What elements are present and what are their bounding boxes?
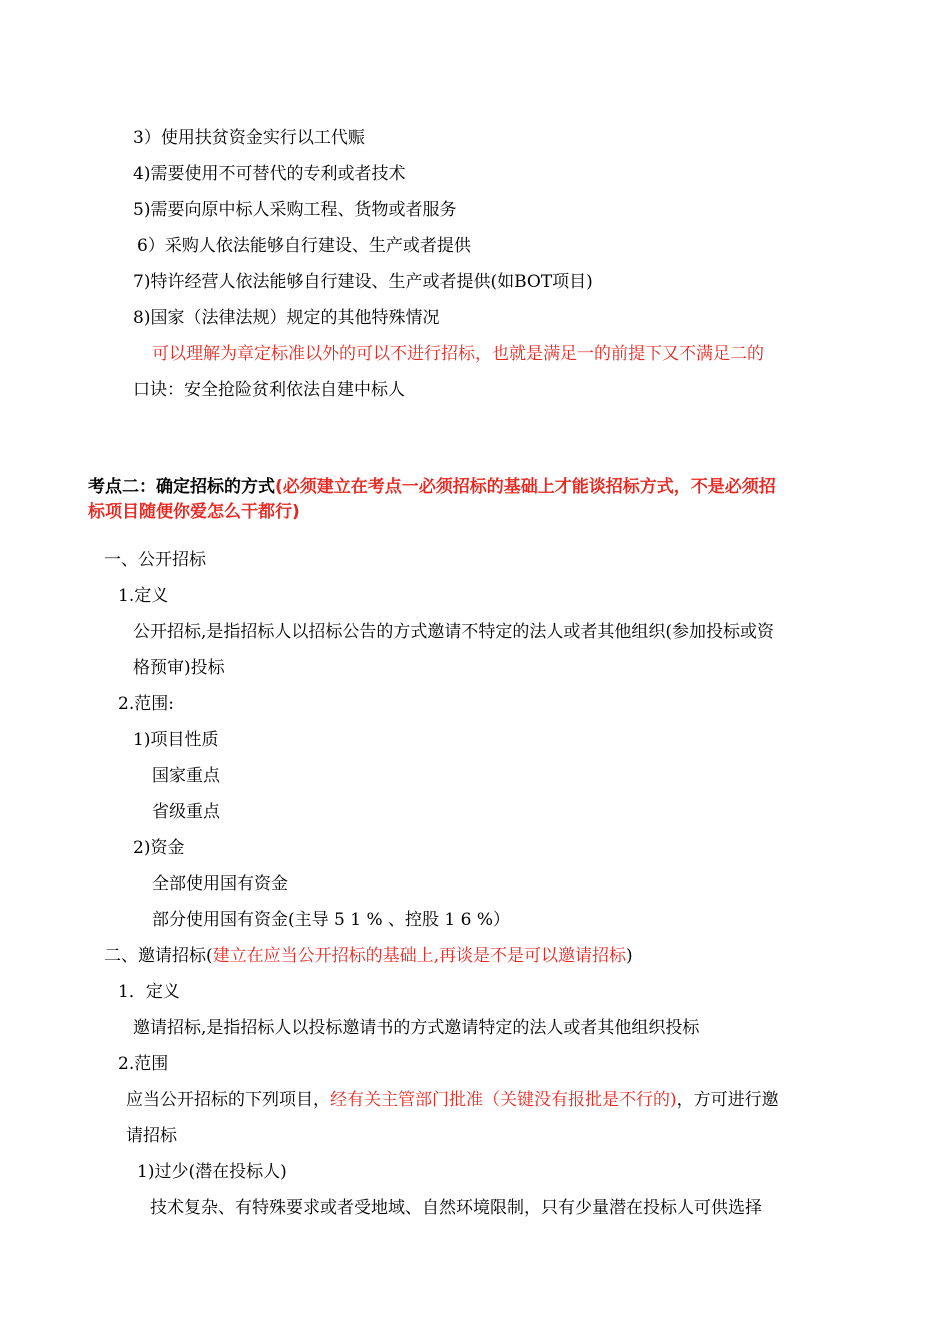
mnemonic: 口诀：安全抢险贫利依法自建中标人	[133, 380, 405, 400]
list-item-8: 8)国家（法律法规）规定的其他特殊情况	[133, 308, 440, 328]
heading-red-1: (必须建立在考点一必须招标的基础上才能谈招标方式，不是必须招	[275, 477, 776, 497]
fund-full: 全部使用国有资金	[152, 874, 288, 894]
invite-scope-red: 经有关主管部门批准（关键没有报批是不行的)	[330, 1090, 677, 1110]
invite-scope-line-1	[126, 1089, 779, 1111]
few-label: 1)过少(潜在投标人)	[137, 1162, 287, 1182]
invite-def-label: 1．定义	[118, 982, 180, 1002]
invite-title-red: 建立在应当公开招标的基础上,再谈是不是可以邀请招标	[212, 946, 627, 966]
invite-scope-label: 2.范围	[118, 1054, 169, 1074]
open-def-line-2: 格预审)投标	[133, 658, 225, 678]
red-note: 可以理解为章定标准以外的可以不进行招标，也就是满足一的前提下又不满足二的	[152, 344, 764, 364]
open-def-label: 1.定义	[118, 586, 169, 606]
fund-partial: 部分使用国有资金(主导 5 1 % 、控股 1 6 %）	[152, 910, 511, 930]
invite-def-text: 邀请招标,是指招标人以投标邀请书的方式邀请特定的法人或者其他组织投标	[133, 1018, 700, 1038]
list-item-5: 5)需要向原中标人采购工程、货物或者服务	[133, 200, 457, 220]
nature-provincial: 省级重点	[152, 802, 220, 822]
open-tender-title: 一、公开招标	[104, 550, 206, 570]
nature-label: 1)项目性质	[133, 730, 219, 750]
open-def-line-1: 公开招标,是指招标人以招标公告的方式邀请不特定的法人或者其他组织(参加投标或资	[133, 622, 775, 642]
list-item-6: 6）采购人依法能够自行建设、生产或者提供	[137, 236, 471, 256]
section-heading-2	[88, 476, 776, 498]
invite-title-black: 二、邀请招标(	[104, 946, 213, 966]
list-item-4: 4)需要使用不可替代的专利或者技术	[133, 164, 406, 184]
list-item-3: 3）使用扶贫资金实行以工代赈	[133, 128, 365, 148]
heading-red-2: 标项目随便你爱怎么干都行)	[88, 502, 300, 522]
fund-label: 2)资金	[133, 838, 185, 858]
few-text: 技术复杂、有特殊要求或者受地域、自然环境限制，只有少量潜在投标人可供选择	[150, 1198, 762, 1218]
invite-title-end: )	[626, 946, 633, 966]
nature-national: 国家重点	[152, 766, 220, 786]
heading-black: 考点二：确定招标的方式	[88, 477, 275, 497]
list-item-7: 7)特许经营人依法能够自行建设、生产或者提供(如BOT项目)	[133, 272, 593, 292]
invite-scope-line-2: 请招标	[126, 1126, 177, 1146]
open-scope-label: 2.范围:	[118, 694, 174, 714]
invite-scope-b: ，方可进行邀	[676, 1090, 779, 1110]
invite-scope-a: 应当公开招标的下列项目，	[126, 1090, 330, 1110]
invite-tender-title	[104, 945, 633, 967]
